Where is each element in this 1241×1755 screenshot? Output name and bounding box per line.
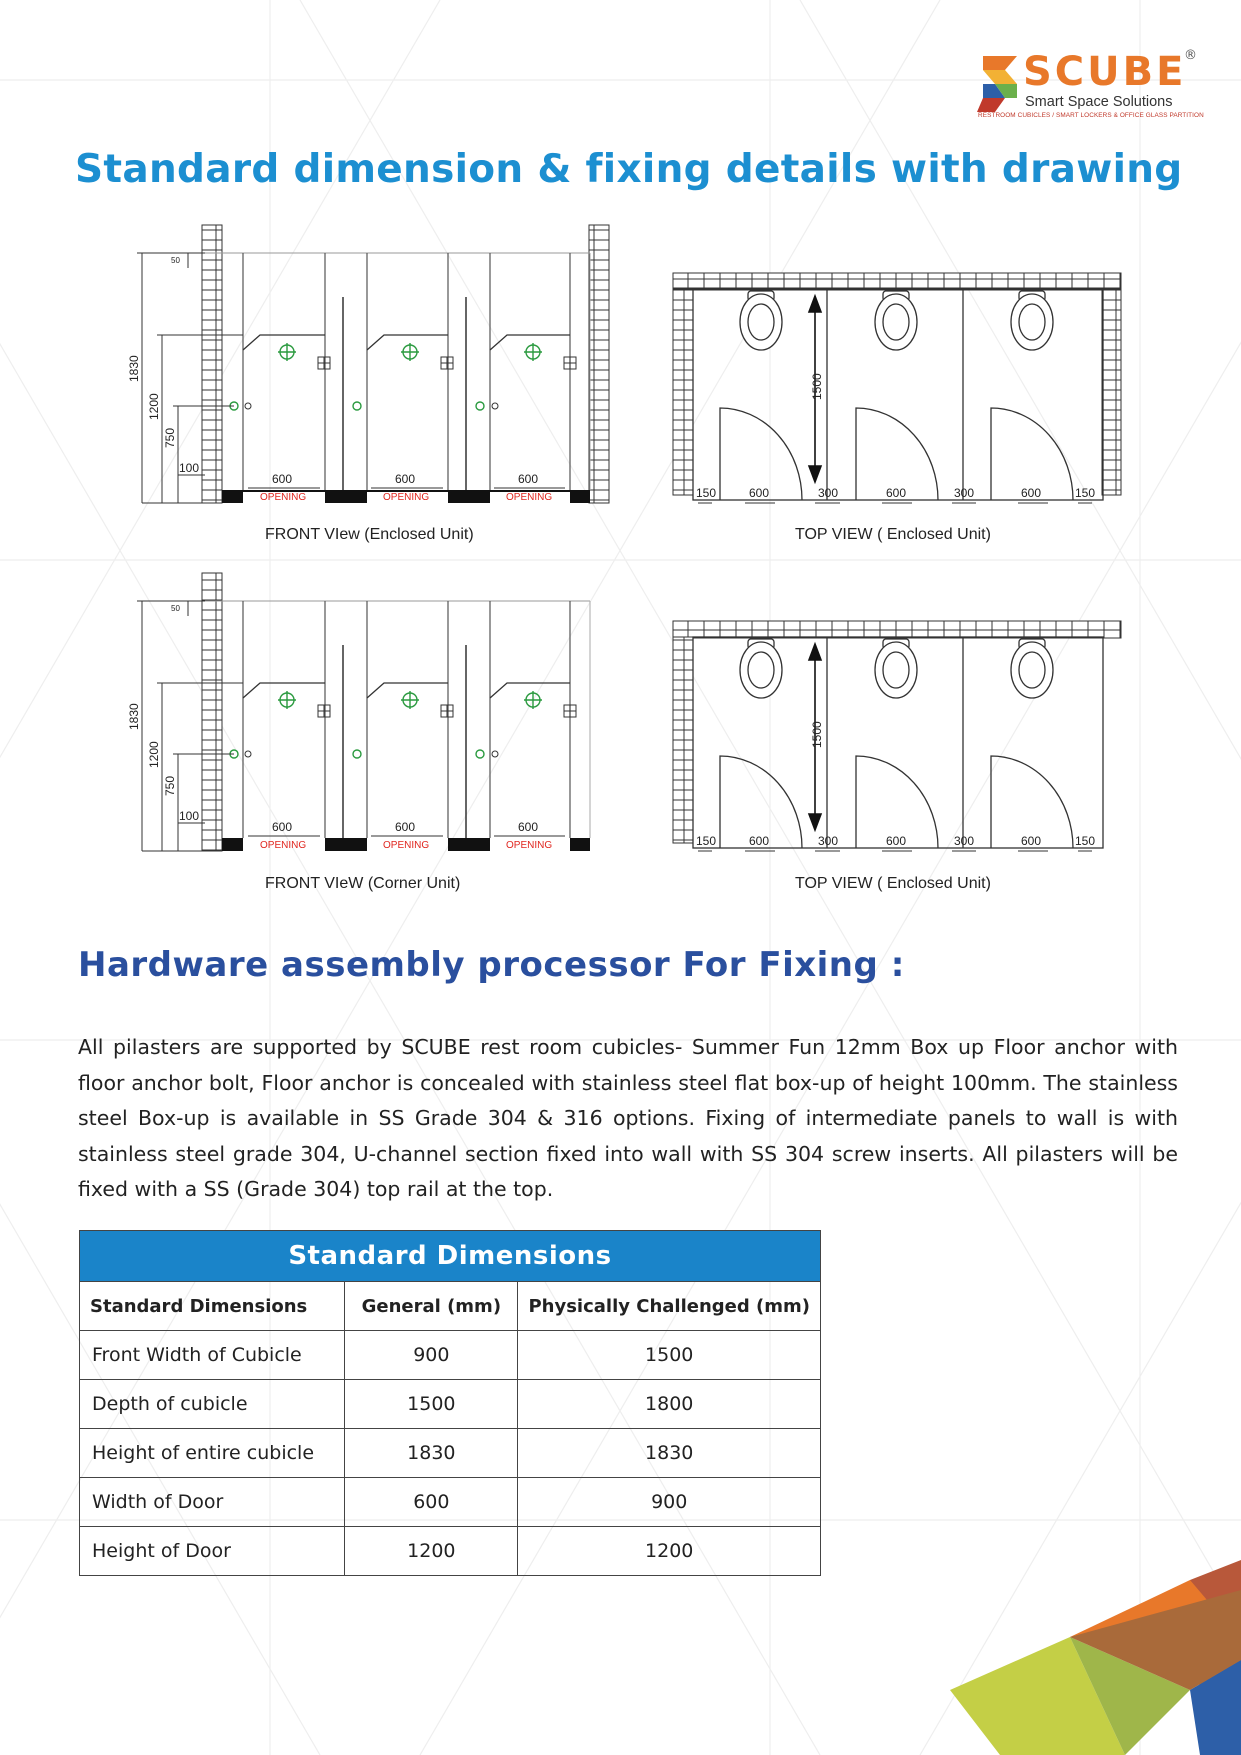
dim-door-width: 600 xyxy=(518,820,539,834)
cell-general: 1200 xyxy=(345,1527,518,1576)
dim-bottom: 150 xyxy=(696,486,717,500)
top-view-corner xyxy=(673,621,1121,851)
dim-leg-height: 100 xyxy=(179,809,200,823)
dim-door-width: 600 xyxy=(272,472,293,486)
dim-door-height: 1200 xyxy=(147,741,161,768)
dim-total-height: 1830 xyxy=(127,355,141,382)
dim-bottom: 300 xyxy=(954,486,975,500)
dim-top-gap: 50 xyxy=(171,256,180,265)
caption-top-enclosed: TOP VIEW ( Enclosed Unit) xyxy=(795,526,991,543)
opening-label: OPENING xyxy=(260,492,307,503)
table-caption: Standard Dimensions xyxy=(80,1231,821,1282)
dim-bottom: 600 xyxy=(749,834,770,848)
hardware-heading: Hardware assembly processor For Fixing : xyxy=(78,945,905,985)
table-header-row xyxy=(80,1282,821,1331)
dim-bottom: 600 xyxy=(1021,834,1042,848)
cell-challenged: 1500 xyxy=(518,1331,821,1380)
caption-top-corner: TOP VIEW ( Enclosed Unit) xyxy=(795,875,991,892)
opening-label: OPENING xyxy=(506,492,553,503)
logo-brand: SCUBE xyxy=(1023,49,1187,95)
dim-door-width: 600 xyxy=(272,820,293,834)
cell-general: 1830 xyxy=(345,1429,518,1478)
logo-subtitle: RESTROOM CUBICLES / SMART LOCKERS & OFFICE GLASS PARTITION xyxy=(978,112,1204,119)
dim-hinge-height: 750 xyxy=(163,775,177,796)
dim-door-width: 600 xyxy=(395,472,416,486)
dim-bottom: 600 xyxy=(886,834,907,848)
logo-tagline: Smart Space Solutions xyxy=(1025,94,1173,110)
dim-bottom: 600 xyxy=(1021,486,1042,500)
dim-top-gap: 50 xyxy=(171,604,180,613)
dim-bottom: 150 xyxy=(1075,834,1096,848)
dim-leg-height: 100 xyxy=(179,461,200,475)
top-view-enclosed xyxy=(673,273,1121,503)
col-header: Standard Dimensions xyxy=(80,1282,345,1331)
caption-front-corner: FRONT VIeW (Corner Unit) xyxy=(265,875,461,892)
col-header: Physically Challenged (mm) xyxy=(518,1282,821,1331)
cell-general: 600 xyxy=(345,1478,518,1527)
row-label: Front Width of Cubicle xyxy=(80,1331,345,1380)
dim-door-width: 600 xyxy=(395,820,416,834)
registered-mark: ® xyxy=(1184,48,1197,63)
cell-challenged: 900 xyxy=(518,1478,821,1527)
cell-challenged: 1200 xyxy=(518,1527,821,1576)
dim-door-width: 600 xyxy=(518,472,539,486)
dim-door-height: 1200 xyxy=(147,393,161,420)
row-label: Depth of cubicle xyxy=(80,1380,345,1429)
cell-general: 1500 xyxy=(345,1380,518,1429)
dim-bottom: 300 xyxy=(954,834,975,848)
dim-bottom: 150 xyxy=(1075,486,1096,500)
caption-front-enclosed: FRONT VIew (Enclosed Unit) xyxy=(265,526,474,543)
dim-bottom: 300 xyxy=(818,834,839,848)
front-view-enclosed xyxy=(137,225,609,503)
col-header: General (mm) xyxy=(345,1282,518,1331)
dim-bottom: 600 xyxy=(886,486,907,500)
left-brick-wall xyxy=(202,225,222,503)
dim-depth: 1500 xyxy=(810,721,824,748)
right-brick-wall xyxy=(589,225,609,503)
table-row xyxy=(80,1527,821,1576)
dim-hinge-height: 750 xyxy=(163,427,177,448)
row-label: Height of Door xyxy=(80,1527,345,1576)
dim-bottom: 300 xyxy=(818,486,839,500)
opening-label: OPENING xyxy=(383,492,430,503)
table-row xyxy=(80,1380,821,1429)
cell-challenged: 1800 xyxy=(518,1380,821,1429)
dim-bottom: 150 xyxy=(696,834,717,848)
row-label: Height of entire cubicle xyxy=(80,1429,345,1478)
page-title: Standard dimension & fixing details with drawing xyxy=(75,147,1183,192)
dim-depth: 1500 xyxy=(810,373,824,400)
opening-label: OPENING xyxy=(260,840,307,851)
left-brick-wall xyxy=(202,573,222,851)
dim-bottom: 600 xyxy=(749,486,770,500)
opening-label: OPENING xyxy=(383,840,430,851)
top-brick-wall xyxy=(673,273,1121,290)
hardware-paragraph: All pilasters are supported by SCUBE rest room cubicles- Summer Fun 12mm Box up Floor anchor with floor anchor bolt, Floor anchor is concealed with stainless steel flat box-up of height 100mm. The stainless steel Box-up is available in SS Grade 304 & 316 options. Fixing of intermediate panels to wall is with stainless steel grade 304, U-channel section fixed into wall with SS 304 screw inserts. All pilasters will be fixed with a SS (Grade 304) top rail at the top. xyxy=(78,1035,1178,1201)
front-view-corner xyxy=(137,573,590,851)
table-row xyxy=(80,1331,821,1380)
table-row xyxy=(80,1429,821,1478)
cell-challenged: 1830 xyxy=(518,1429,821,1478)
table-row xyxy=(80,1478,821,1527)
standard-dimensions-table xyxy=(79,1230,821,1576)
row-label: Width of Door xyxy=(80,1478,345,1527)
dim-total-height: 1830 xyxy=(127,703,141,730)
opening-label: OPENING xyxy=(506,840,553,851)
cell-general: 900 xyxy=(345,1331,518,1380)
